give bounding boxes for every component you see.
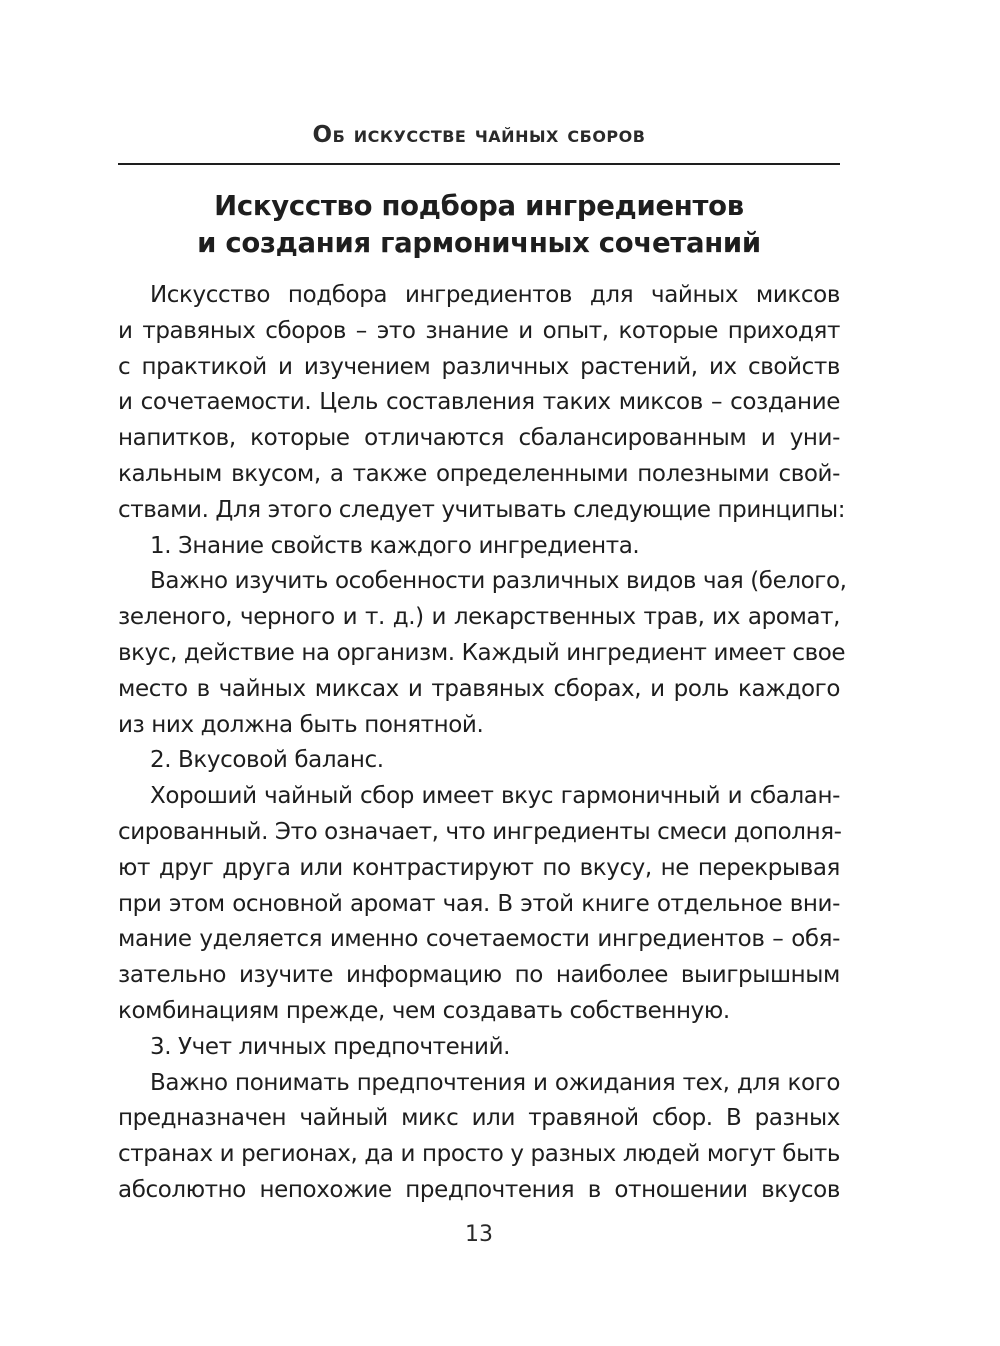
body-line: предназначен чайный микс или травяной сбор. В разных — [118, 1105, 840, 1132]
body-line: с практикой и изучением различных растений, их свойств — [118, 353, 840, 380]
body-line: кальным вкусом, а также определенными полезными свой- — [118, 460, 840, 487]
body-line: ют друг друга или контрастируют по вкусу, не перекрывая — [118, 854, 840, 881]
principle-heading: 3. Учет личных предпочтений. — [150, 1033, 511, 1060]
body-line: напитков, которые отличаются сбалансированным и уни- — [118, 425, 840, 452]
body-line: зеленого, черного и т. д.) и лекарственных трав, их аромат, — [118, 604, 840, 631]
body-line: Важно понимать предпочтения и ожидания тех, для кого — [150, 1069, 840, 1096]
body-line: комбинациям прежде, чем создавать собственную. — [118, 997, 730, 1024]
body-line: мание уделяется именно сочетаемости ингредиентов – обя- — [118, 926, 840, 953]
body-line: Важно изучить особенности различных видов чая (белого, — [150, 568, 847, 595]
section-title — [118, 188, 840, 262]
principle-heading: 1. Знание свойств каждого ингредиента. — [150, 532, 640, 559]
section-title-line-2: и создания гармоничных сочетаний — [197, 227, 761, 259]
body-line: сированный. Это означает, что ингредиенты смеси дополня- — [118, 818, 842, 845]
body-line: Искусство подбора ингредиентов для чайных миксов — [150, 282, 840, 308]
body-line: ствами. Для этого следует учитывать следующие принципы: — [118, 496, 846, 523]
body-line: из них должна быть понятной. — [118, 711, 484, 738]
body-line: место в чайных миксах и травяных сборах, и роль каждого — [118, 675, 840, 702]
section-title-line-1: Искусство подбора ингредиентов — [214, 190, 744, 222]
body-line: при этом основной аромат чая. В этой книге отдельное вни- — [118, 890, 840, 917]
body-line: вкус, действие на организм. Каждый ингредиент имеет свое — [118, 639, 846, 666]
header-divider — [118, 163, 840, 165]
body-line: и травяных сборов – это знание и опыт, которые приходят — [118, 317, 840, 344]
body-line: и сочетаемости. Цель составления таких миксов – создание — [118, 389, 840, 416]
page-number: 13 — [465, 1222, 493, 1247]
body-text — [118, 278, 847, 1209]
body-line: абсолютно непохожие предпочтения в отношении вкусов — [118, 1176, 840, 1203]
running-header: Об искусстве чайных сборов — [312, 122, 646, 148]
principle-heading: 2. Вкусовой баланс. — [150, 747, 384, 774]
body-line: странах и регионах, да и просто у разных людей могут быть — [118, 1141, 840, 1168]
body-line: зательно изучите информацию по наиболее выигрышным — [118, 962, 840, 989]
body-line: Хороший чайный сбор имеет вкус гармоничный и сбалан- — [150, 783, 840, 810]
